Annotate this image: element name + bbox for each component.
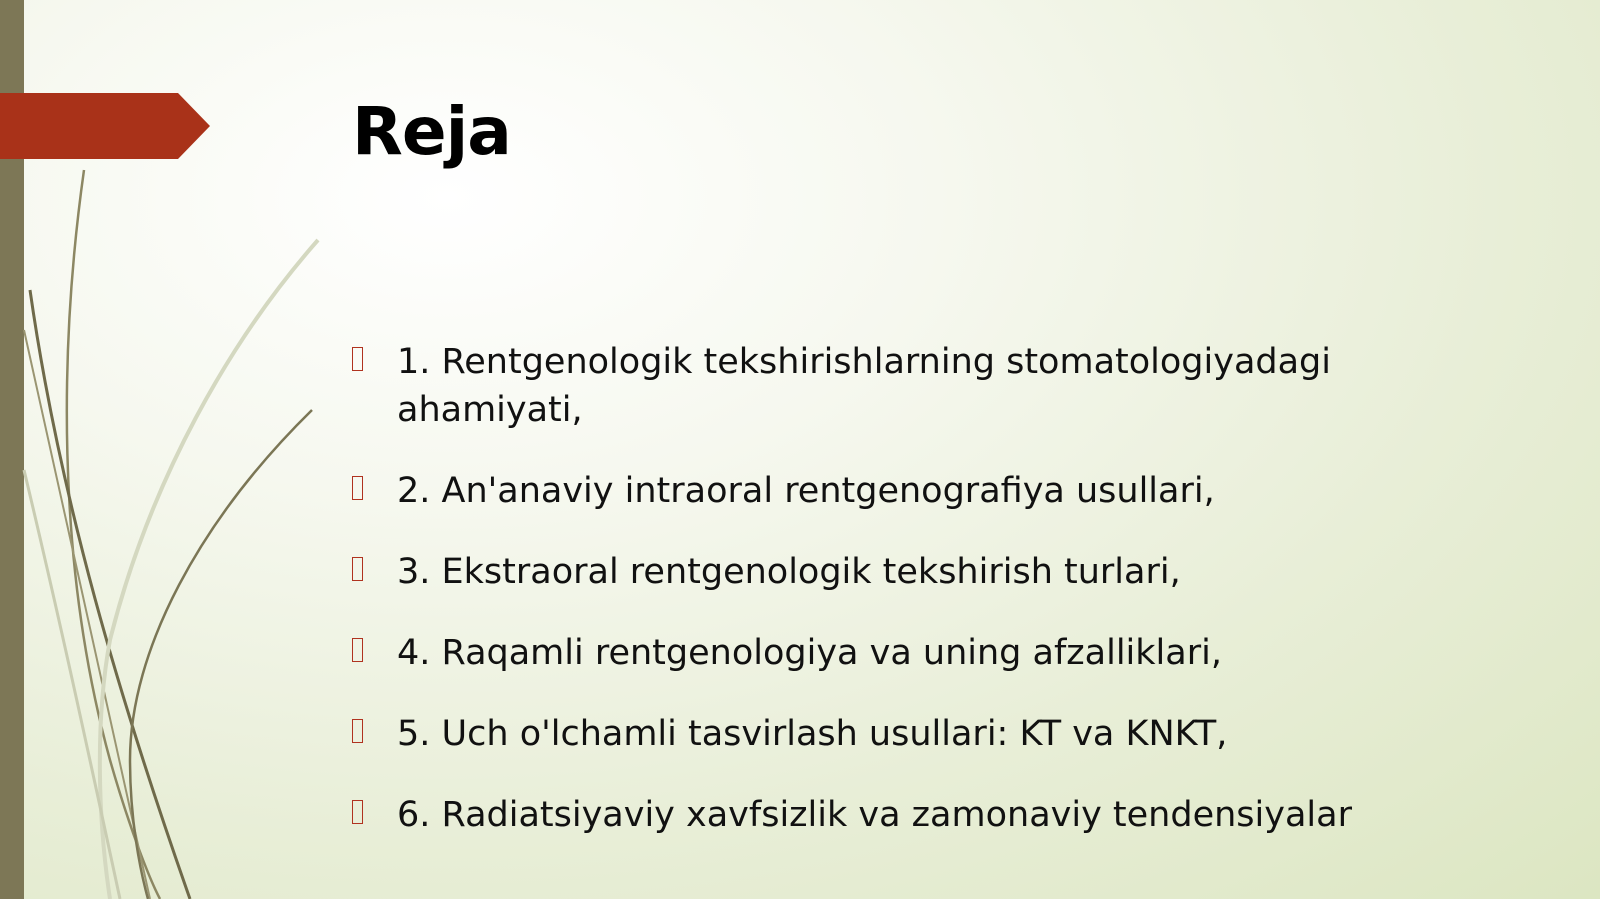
agenda-item-text: 4. Raqamli rentgenologiya va uning afzalliklari, [397,633,1222,673]
square-bullet-icon [352,638,363,662]
agenda-list [352,338,1452,872]
agenda-item [352,710,1452,758]
agenda-item [352,338,1452,434]
square-bullet-icon [352,719,363,743]
square-bullet-icon [352,557,363,581]
square-bullet-icon [352,800,363,824]
agenda-item-text: 1. Rentgenologik tekshirishlarning stomatologiyadagi ahamiyati, [397,342,1331,430]
square-bullet-icon [352,476,363,500]
agenda-item [352,467,1452,515]
agenda-item [352,791,1452,839]
slide-title: Reja [352,93,511,170]
red-arrow-banner [0,93,210,159]
agenda-item-text: 2. An'anaviy intraoral rentgenografiya usullari, [397,471,1215,511]
square-bullet-icon [352,347,363,371]
agenda-item-text: 5. Uch o'lchamli tasvirlash usullari: KT va KNKT, [397,714,1228,754]
agenda-item-text: 6. Radiatsiyaviy xavfsizlik va zamonaviy tendensiyalar [397,795,1352,835]
agenda-item [352,629,1452,677]
agenda-item [352,548,1452,596]
agenda-item-text: 3. Ekstraoral rentgenologik tekshirish turlari, [397,552,1181,592]
